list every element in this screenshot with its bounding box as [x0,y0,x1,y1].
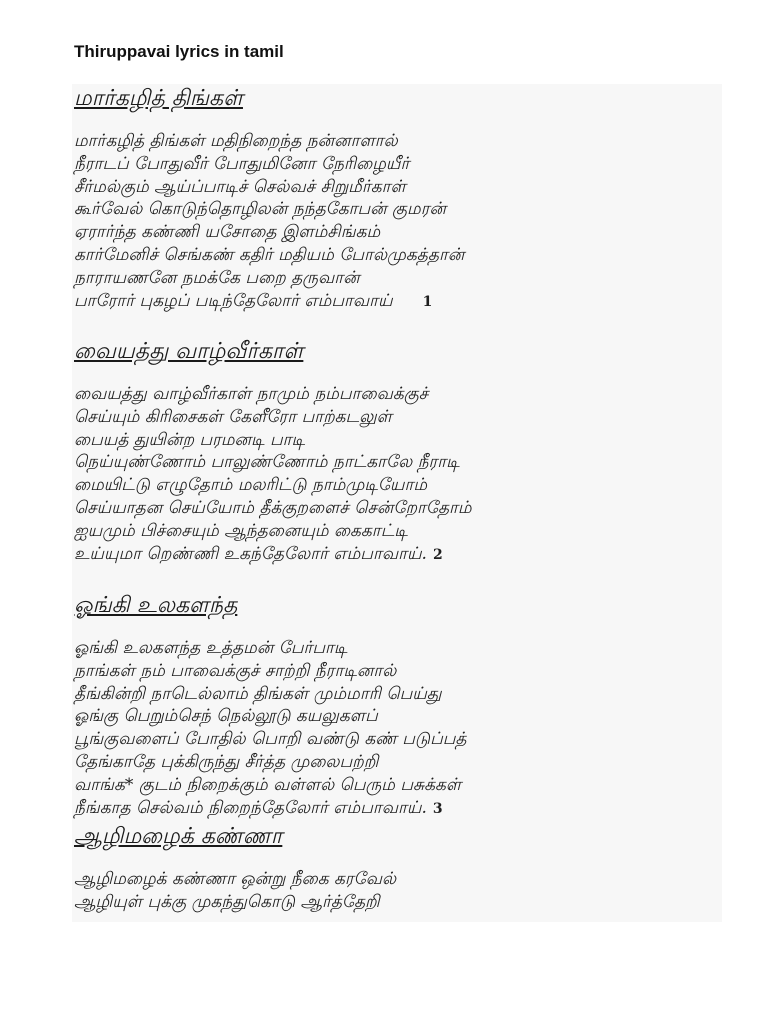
document-title: Thiruppavai lyrics in tamil [74,42,284,61]
verse-line: கூர்வேல் கொடுந்தொழிலன் நந்தகோபன் குமரன் [74,199,446,220]
section-heading: ஓங்கி உலகளந்த [74,593,238,618]
verse-line: நாங்கள் நம் பாவைக்குச் சாற்றி நீராடினால் [74,660,397,681]
verse-line: ஆழியுள் புக்கு முகந்துகொடு ஆர்த்தேறி [74,891,380,912]
verse-line: ஓங்கி உலகளந்த உத்தமன் பேர்பாடி [74,638,348,658]
verse-section-1 [74,84,714,313]
verse-block [74,130,714,313]
verse-block [74,637,714,820]
verse-number: 1 [422,293,433,310]
verse-line: பூங்குவளைப் போதில் பொறி வண்டு கண் படுப்பத் [74,729,467,750]
verse-line-text: பாரோர் புகழப் படிந்தேலோர் எம்பாவாய் [74,290,393,311]
verse-section-2 [74,337,714,566]
verse-block [74,383,714,566]
verse-line: செய்யும் கிரிசைகள் கேளீரோ பாற்கடலுள் [74,406,392,427]
verse-line: மார்கழித் திங்கள் மதிநிறைந்த நன்னாளால் [74,131,398,151]
verse-line: பையத் துயின்ற பரமனடி பாடி [74,429,306,450]
verse-line: நாராயணனே நமக்கே பறை தருவான் [74,267,360,288]
verse-line: வையத்து வாழ்வீர்காள் நாமும் நம்பாவைக்குச் [74,384,429,404]
section-heading: மார்கழித் திங்கள் [74,86,243,111]
verse-line: ஏரார்ந்த கண்ணி யசோதை இளம்சிங்கம் [74,222,381,243]
verse-line: நெய்யுண்ணோம் பாலுண்ணோம் நாட்காலே நீராடி [74,452,460,473]
verse-line: நீராடப் போதுவீர் போதுமினோ நேரிழையீர் [74,153,410,174]
verse-line: கார்மேனிச் செங்கண் கதிர் மதியம் போல்முகத்தான் [74,244,465,265]
verse-line: ஓங்கு பெறும்செந் நெல்லூடு கயலுகளப் [74,706,378,727]
verse-section-4 [74,822,714,914]
verse-line: தீங்கின்றி நாடெல்லாம் திங்கள் மும்மாரி பெய்து [74,683,442,704]
verse-line [74,290,714,314]
verse-number: 2 [432,546,443,563]
verse-line: செய்யாதன செய்யோம் தீக்குறளைச் சென்றோதோம் [74,497,472,518]
verse-line [74,543,714,567]
verse-line-text: உய்யுமா றெண்ணி உகந்தேலோர் எம்பாவாய். [74,543,427,564]
verse-line [74,797,714,821]
verse-line: வாங்க* குடம் நிறைக்கும் வள்ளல் பெரும் பசுக்கள் [74,774,462,795]
verse-line: சீர்மல்கும் ஆய்ப்பாடிச் செல்வச் சிறுமீர்காள் [74,176,406,197]
section-heading: ஆழிமழைக் கண்ணா [74,824,283,849]
verse-section-3 [74,591,714,820]
verse-line: தேங்காதே புக்கிருந்து சீர்த்த முலைபற்றி [74,751,379,772]
verse-line: ஐயமும் பிச்சையும் ஆந்தனையும் கைகாட்டி [74,520,408,541]
lyrics-panel [72,84,722,922]
verse-number: 3 [432,800,443,817]
verse-line: ஆழிமழைக் கண்ணா ஒன்று நீகை கரவேல் [74,869,397,889]
verse-line-text: நீங்காத செல்வம் நிறைந்தேலோர் எம்பாவாய். [74,797,427,818]
verse-block [74,868,714,914]
section-heading: வையத்து வாழ்வீர்காள் [74,339,304,364]
verse-line: மையிட்டு எழுதோம் மலரிட்டு நாம்முடியோம் [74,475,428,496]
